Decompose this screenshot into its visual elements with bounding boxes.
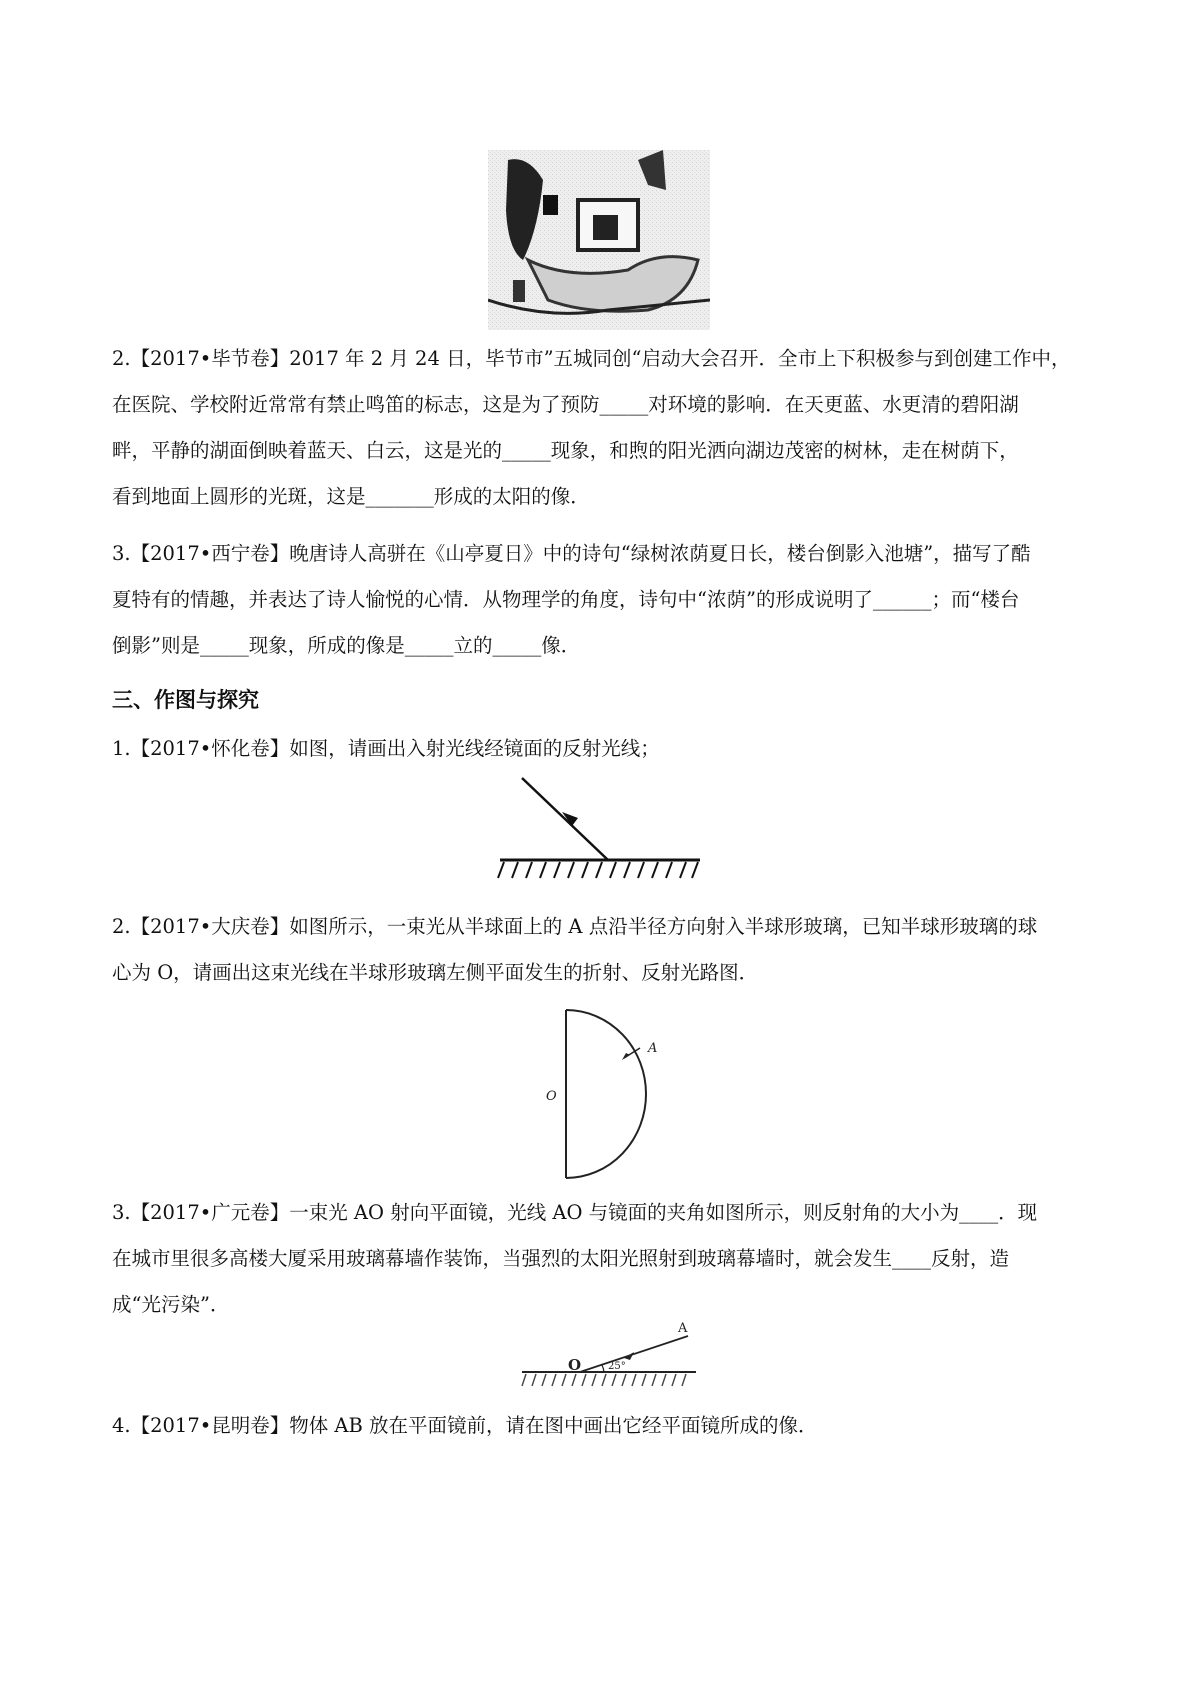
mirror-incident-ray-figure	[490, 770, 710, 890]
point-a-label: A	[678, 1321, 688, 1336]
drawing-question-3-line-1: 3.【2017•广元卷】一束光 AO 射向平面镜，光线 AO 与镜面的夹角如图所示，则反射角的大小为____．现	[112, 1201, 1038, 1224]
drawing-question-2-line-1: 2.【2017•大庆卷】如图所示，一束光从半球面上的 A 点沿半径方向射入半球形玻璃，已知半球形玻璃的球	[112, 915, 1038, 938]
arrow-icon	[622, 1053, 630, 1060]
question-3-line-1: 3.【2017•西宁卷】晚唐诗人高骈在《山亭夏日》中的诗句“绿树浓荫夏日长，楼台倒影入池塘”，描写了酷	[112, 542, 1031, 565]
drawing-question-4: 4.【2017•昆明卷】物体 AB 放在平面镜前，请在图中画出它经平面镜所成的像．	[112, 1414, 818, 1437]
drawing-question-3-line-2: 在城市里很多高楼大厦采用玻璃幕墙作装饰，当强烈的太阳光照射到玻璃幕墙时，就会发生____反射，造	[112, 1247, 1010, 1270]
drawing-question-3-line-3: 成“光污染”．	[112, 1293, 230, 1316]
question-2-line-4: 看到地面上圆形的光斑，这是_______形成的太阳的像．	[112, 485, 590, 508]
point-o-label: O	[568, 1356, 582, 1374]
section-3-heading: 三、作图与探究	[112, 688, 259, 712]
drawing-question-2-line-2: 心为 O，请画出这束光线在半球形玻璃左侧平面发生的折射、反射光路图．	[112, 961, 759, 984]
question-3-line-3: 倒影”则是_____现象，所成的像是_____立的_____像．	[112, 634, 581, 657]
point-o-label: O	[546, 1089, 557, 1104]
point-a-label: A	[648, 1041, 658, 1056]
plane-mirror-angle-figure	[518, 1308, 698, 1393]
hemisphere-glass-figure	[540, 1004, 690, 1184]
drawing-question-1: 1.【2017•怀化卷】如图，请画出入射光线经镜面的反射光线；	[112, 737, 660, 760]
question-2-line-1: 2.【2017•毕节卷】2017 年 2 月 24 日，毕节市”五城同创“启动大会召开．全市上下积极参与到创建工作中，	[112, 347, 1071, 370]
question-3-line-2: 夏特有的情趣，并表达了诗人愉悦的心情．从物理学的角度，诗句中“浓荫”的形成说明了______；而“楼台	[112, 588, 1020, 611]
question-2-line-3: 畔，平静的湖面倒映着蓝天、白云，这是光的_____现象，和煦的阳光洒向湖边茂密的树林，走在树荫下，	[112, 439, 1019, 462]
angle-label: 25°	[608, 1361, 626, 1372]
question-2-line-2: 在医院、学校附近常常有禁止鸣笛的标志，这是为了预防_____对环境的影响．在天更蓝、水更清的碧阳湖	[112, 393, 1019, 416]
bicycle-photo	[488, 150, 710, 330]
